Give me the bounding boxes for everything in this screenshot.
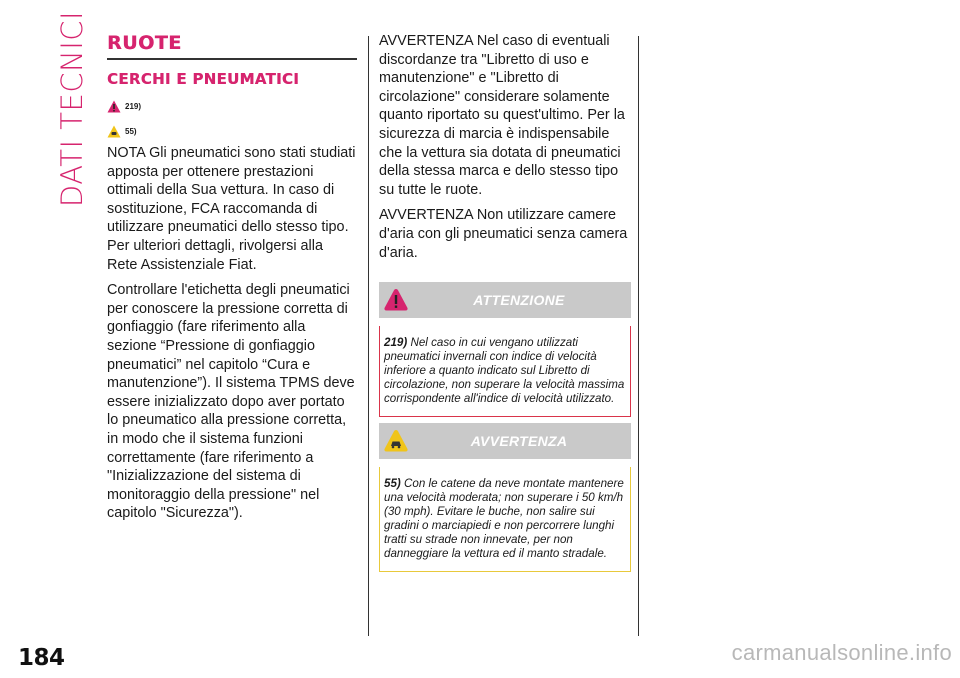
attenzione-text: Nel caso in cui vengano utilizzati pneumatici invernali con indice di velocità inferiore a quanto indicato sul Libretto di circolazione, non superare la velocità massima corrispondente all'indice di velocità utilizzato. [384, 336, 625, 406]
watermark: carmanualsonline.info [731, 640, 952, 665]
warning-triangle-icon [383, 287, 409, 313]
column-divider-right [638, 36, 639, 636]
paragraph-avvertenza-1: AVVERTENZA Nel caso di eventuali discordanze tra "Libretto di uso e manutenzione" e "Libretto di circolazione" considerare solamente quanto riportato su quest'ultimo. Per la sicurezza di marcia è indispensabile che la vettura sia dotata di pneumatici della stessa marca e dello stesso tipo su tutte le ruote. [379, 33, 625, 198]
paragraph-avvertenza-2: AVVERTENZA Non utilizzare camere d'aria con gli pneumatici senza camera d'aria. [379, 207, 628, 261]
avvertenza-body [379, 467, 631, 572]
left-column [107, 32, 357, 523]
heading-rule [107, 58, 357, 60]
caution-triangle-icon [383, 428, 409, 454]
avvertenza-text: Con le catene da neve montate mantenere una velocità moderata; non superare i 50 km/h (30 mph). Evitare le buche, non salire sui gradini o marciapiedi e non percorrere lunghi tratti su strade non innevate, per non danneggiare la vettura ed il manto stradale. [384, 477, 624, 561]
caution-reference-code: 55) [125, 127, 137, 136]
attenzione-body [379, 326, 631, 417]
section-heading: RUOTE [107, 32, 182, 54]
subsection-heading: CERCHI E PNEUMATICI [107, 70, 300, 88]
avvertenza-header [379, 423, 631, 459]
right-column [379, 32, 631, 572]
attenzione-number: 219) [384, 336, 408, 350]
caution-reference[interactable] [107, 116, 357, 138]
section-side-title: DATI TECNICI [55, 10, 90, 208]
warning-triangle-icon [107, 100, 121, 113]
avvertenza-box [379, 423, 631, 572]
paragraph-nota: NOTA Gli pneumatici sono stati studiati apposta per ottenere prestazioni ottimali della Sua vettura. In caso di sostituzione, FCA raccomanda di utilizzare pneumatici dello stesso tipo. Per ulteriori dettagli, rivolgersi alla Rete Assistenziale Fiat. [107, 145, 356, 273]
caution-triangle-icon [107, 125, 121, 138]
avvertenza-number: 55) [384, 477, 401, 491]
attenzione-header [379, 282, 631, 318]
paragraph-etichetta: Controllare l'etichetta degli pneumatici per conoscere la pressione corretta di gonfiaggio (fare riferimento alla sezione “Pressione di gonfiaggio pneumatici” nel capitolo “Cura e manutenzione”). Il sistema TPMS deve essere inizializzato dopo aver portato lo pneumatico alla pressione corretta, in modo che il sistema funzioni correttamente (fare riferimento a "Inizializzazione del sistema di monitoraggio della pressione" nel capitolo "Sicurezza"). [107, 282, 355, 522]
page-number: 184 [18, 645, 65, 671]
warning-reference[interactable] [107, 91, 357, 113]
warning-reference-code: 219) [125, 102, 142, 111]
attenzione-box [379, 282, 631, 417]
avvertenza-title: AVVERTENZA [470, 433, 568, 450]
column-divider-left [368, 36, 369, 636]
attenzione-title: ATTENZIONE [473, 292, 565, 309]
